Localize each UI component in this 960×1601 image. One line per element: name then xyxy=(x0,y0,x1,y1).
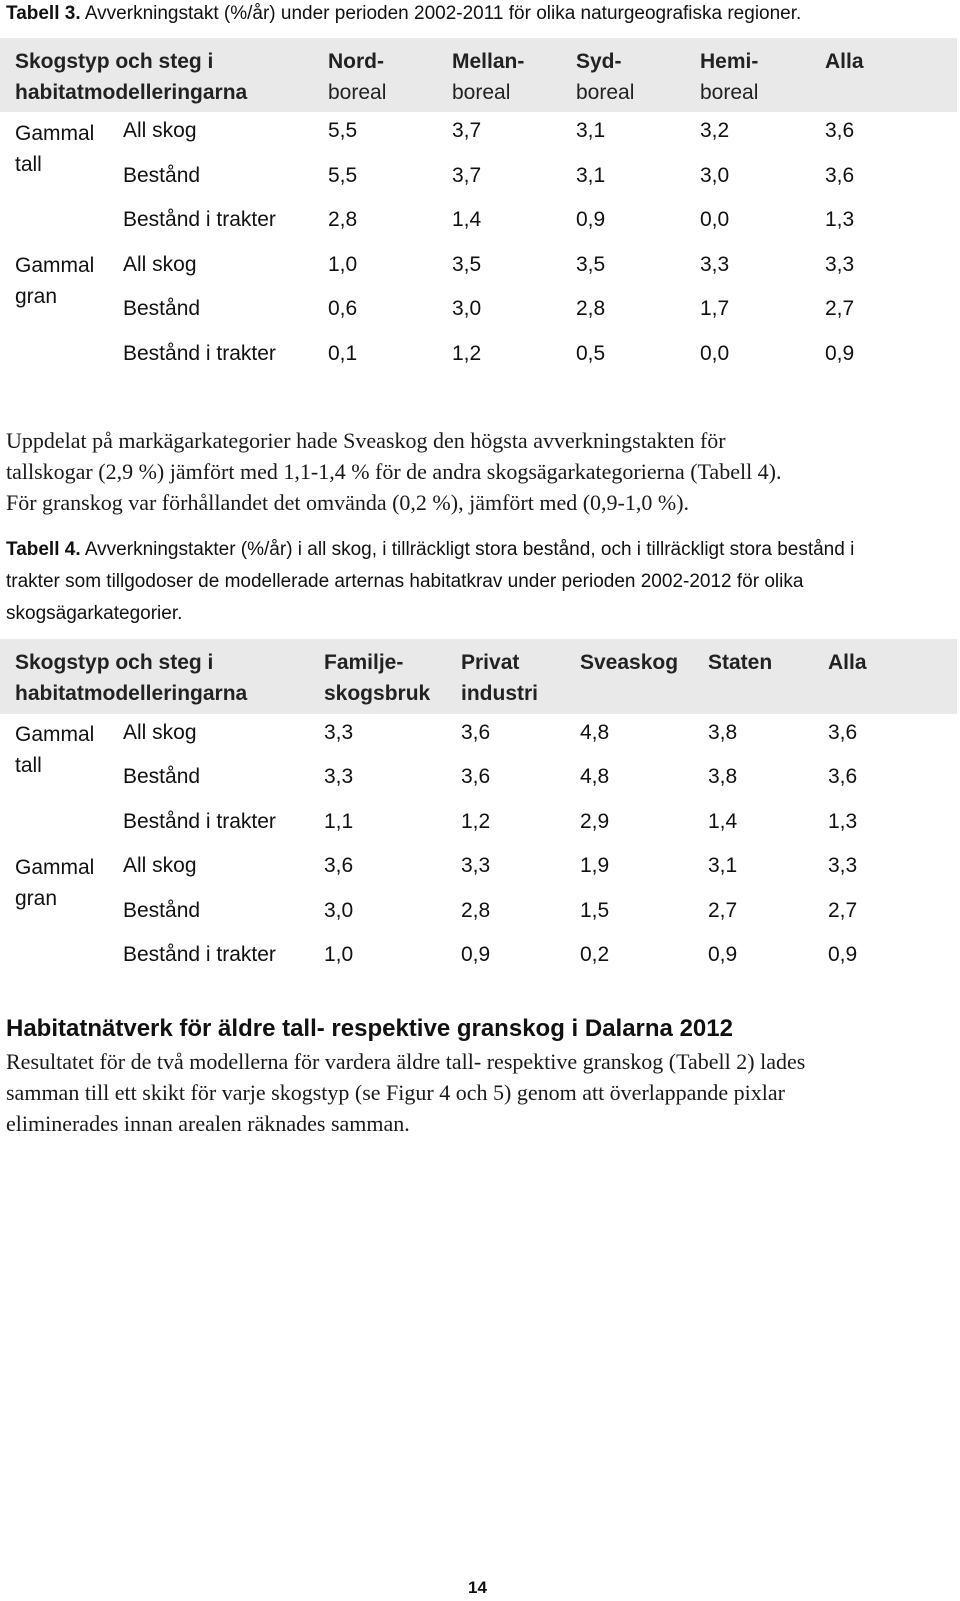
section-heading: Habitatnätverk för äldre tall- respektive granskog i Dalarna 2012 xyxy=(6,1015,733,1042)
cell-value: 1,1 xyxy=(324,810,354,833)
cell-value: 1,4 xyxy=(452,208,482,231)
caption-text: Avverkningstakter (%/år) i all skog, i tillräckligt stora bestånd, och i tillräckligt stora bestånd i xyxy=(80,539,855,560)
table3-group-gammal-tall xyxy=(15,118,94,180)
header-line: boreal xyxy=(328,81,387,104)
cell-value: 3,6 xyxy=(828,721,858,744)
row-label: All skog xyxy=(123,721,197,744)
cell-value: 3,7 xyxy=(452,164,482,187)
cell-value: 0,9 xyxy=(828,943,858,966)
cell-value: 1,2 xyxy=(452,342,482,365)
cell-value: 0,5 xyxy=(576,342,606,365)
row-label: All skog xyxy=(123,854,197,877)
cell-value: 1,9 xyxy=(580,854,610,877)
cell-value: 3,8 xyxy=(708,721,738,744)
paragraph-line: För granskog var förhållandet det omvända (0,2 %), jämfört med (0,9-1,0 %). xyxy=(6,490,690,515)
table3-header-alla xyxy=(825,46,864,77)
table3-header-mellanboreal xyxy=(452,46,524,108)
header-line: Syd- xyxy=(576,50,622,73)
header-line: Nord- xyxy=(328,50,384,73)
row-label: Bestånd xyxy=(123,899,201,922)
cell-value: 2,8 xyxy=(461,899,491,922)
cell-value: 0,0 xyxy=(700,342,730,365)
caption-line xyxy=(6,534,936,566)
table4-group-gammal-tall xyxy=(15,719,94,781)
table4-header-row xyxy=(0,639,957,714)
header-line: Alla xyxy=(828,651,867,674)
cell-value: 4,8 xyxy=(580,765,610,788)
table4-header-skogstyp xyxy=(15,647,247,709)
paragraph-line: samman till ett skikt för varje skogstyp (se Figur 4 och 5) genom att överlappande pixlar xyxy=(6,1080,785,1105)
cell-value: 3,6 xyxy=(324,854,354,877)
header-line: boreal xyxy=(452,81,511,104)
table4-header-familjeskogsbruk xyxy=(324,647,430,709)
cell-value: 1,3 xyxy=(825,208,855,231)
table4 xyxy=(0,639,957,979)
cell-value: 3,6 xyxy=(828,765,858,788)
row-label: Bestånd i trakter xyxy=(123,810,276,833)
header-line: skogsbruk xyxy=(324,682,431,705)
cell-value: 0,9 xyxy=(825,342,855,365)
cell-value: 3,1 xyxy=(576,164,606,187)
cell-value: 3,0 xyxy=(324,899,354,922)
cell-value: 3,6 xyxy=(461,721,491,744)
cell-value: 1,3 xyxy=(828,810,858,833)
header-line: Skogstyp och steg i xyxy=(15,651,214,674)
header-line: industri xyxy=(461,682,538,705)
paragraph-resultatet xyxy=(6,1046,946,1139)
paragraph-line: Resultatet för de två modellerna för vardera äldre tall- respektive granskog (Tabell 2) lades xyxy=(6,1049,806,1074)
caption-line: trakter som tillgodoser de modellerade arternas habitatkrav under perioden 2002-2012 för olika xyxy=(6,571,804,592)
header-line: habitatmodelleringarna xyxy=(15,81,248,104)
paragraph-line: eliminerades innan arealen räknades samman. xyxy=(6,1111,410,1136)
cell-value: 3,3 xyxy=(461,854,491,877)
cell-value: 0,1 xyxy=(328,342,358,365)
cell-value: 3,5 xyxy=(576,253,606,276)
header-line: Staten xyxy=(708,651,773,674)
paragraph-line: Uppdelat på markägarkategorier hade Sveaskog den högsta avverkningstakten för xyxy=(6,428,726,453)
table3-header-hemiboreal xyxy=(700,46,758,108)
group-label-line: Gammal xyxy=(15,723,95,746)
page-number: 14 xyxy=(468,1578,487,1597)
row-label: Bestånd i trakter xyxy=(123,342,276,365)
cell-value: 0,2 xyxy=(580,943,610,966)
group-label-line: tall xyxy=(15,153,42,176)
cell-value: 3,1 xyxy=(708,854,738,877)
cell-value: 3,3 xyxy=(324,721,354,744)
cell-value: 1,4 xyxy=(708,810,738,833)
table3-header-sydboreal xyxy=(576,46,634,108)
paragraph-line: tallskogar (2,9 %) jämfört med 1,1-1,4 % för de andra skogsägarkategorierna (Tabell 4). xyxy=(6,459,782,484)
row-label: Bestånd xyxy=(123,765,201,788)
cell-value: 3,2 xyxy=(700,119,730,142)
cell-value: 1,7 xyxy=(700,297,730,320)
cell-value: 0,9 xyxy=(461,943,491,966)
cell-value: 2,8 xyxy=(576,297,606,320)
header-line: habitatmodelleringarna xyxy=(15,682,248,705)
table3-header-row xyxy=(0,38,957,112)
cell-value: 0,9 xyxy=(708,943,738,966)
table4-group-gammal-gran xyxy=(15,852,94,914)
header-line: Familje- xyxy=(324,651,404,674)
row-label: Bestånd i trakter xyxy=(123,208,276,231)
header-line: boreal xyxy=(576,81,635,104)
header-line: Alla xyxy=(825,50,864,73)
header-line: boreal xyxy=(700,81,759,104)
cell-value: 2,8 xyxy=(328,208,358,231)
group-label-line: Gammal xyxy=(15,254,95,277)
table4-header-privat-industri xyxy=(461,647,538,709)
cell-value: 5,5 xyxy=(328,119,358,142)
cell-value: 3,6 xyxy=(461,765,491,788)
table3 xyxy=(0,38,957,378)
caption-line: skogsägarkategorier. xyxy=(6,603,183,624)
table3-header-nordboreal xyxy=(328,46,386,108)
cell-value: 1,5 xyxy=(580,899,610,922)
cell-value: 2,9 xyxy=(580,810,610,833)
group-label-line: gran xyxy=(15,285,58,308)
cell-value: 3,6 xyxy=(825,119,855,142)
table3-caption xyxy=(6,0,936,30)
header-line: Mellan- xyxy=(452,50,525,73)
cell-value: 3,3 xyxy=(828,854,858,877)
group-label-line: tall xyxy=(15,754,42,777)
paragraph-markagarkategorier xyxy=(6,425,946,518)
table4-caption-label: Tabell 4. xyxy=(6,539,81,560)
cell-value: 3,0 xyxy=(452,297,482,320)
group-label-line: Gammal xyxy=(15,856,95,879)
table4-header-alla xyxy=(828,647,867,678)
row-label: All skog xyxy=(123,119,197,142)
table4-header-staten xyxy=(708,647,772,678)
row-label: All skog xyxy=(123,253,197,276)
cell-value: 0,9 xyxy=(576,208,606,231)
cell-value: 4,8 xyxy=(580,721,610,744)
cell-value: 2,7 xyxy=(825,297,855,320)
cell-value: 3,0 xyxy=(700,164,730,187)
table3-header-skogstyp xyxy=(15,46,247,108)
group-label-line: gran xyxy=(15,887,58,910)
cell-value: 3,8 xyxy=(708,765,738,788)
cell-value: 1,2 xyxy=(461,810,491,833)
header-line: Hemi- xyxy=(700,50,759,73)
group-label-line: Gammal xyxy=(15,122,95,145)
header-line: Sveaskog xyxy=(580,651,679,674)
cell-value: 3,3 xyxy=(700,253,730,276)
header-line: Privat xyxy=(461,651,520,674)
cell-value: 3,5 xyxy=(452,253,482,276)
cell-value: 2,7 xyxy=(828,899,858,922)
cell-value: 3,7 xyxy=(452,119,482,142)
cell-value: 1,0 xyxy=(324,943,354,966)
table3-group-gammal-gran xyxy=(15,250,94,312)
table4-header-sveaskog xyxy=(580,647,678,678)
cell-value: 3,6 xyxy=(825,164,855,187)
cell-value: 1,0 xyxy=(328,253,358,276)
row-label: Bestånd xyxy=(123,164,201,187)
table3-caption-text: Avverkningstakt (%/år) under perioden 2002-2011 för olika naturgeografiska regioner. xyxy=(80,3,802,24)
header-line: Skogstyp och steg i xyxy=(15,50,214,73)
row-label: Bestånd xyxy=(123,297,201,320)
table4-caption xyxy=(6,534,936,630)
cell-value: 5,5 xyxy=(328,164,358,187)
cell-value: 3,3 xyxy=(324,765,354,788)
cell-value: 2,7 xyxy=(708,899,738,922)
cell-value: 3,3 xyxy=(825,253,855,276)
cell-value: 3,1 xyxy=(576,119,606,142)
row-label: Bestånd i trakter xyxy=(123,943,276,966)
cell-value: 0,6 xyxy=(328,297,358,320)
cell-value: 0,0 xyxy=(700,208,730,231)
table3-caption-label: Tabell 3. xyxy=(6,3,81,24)
